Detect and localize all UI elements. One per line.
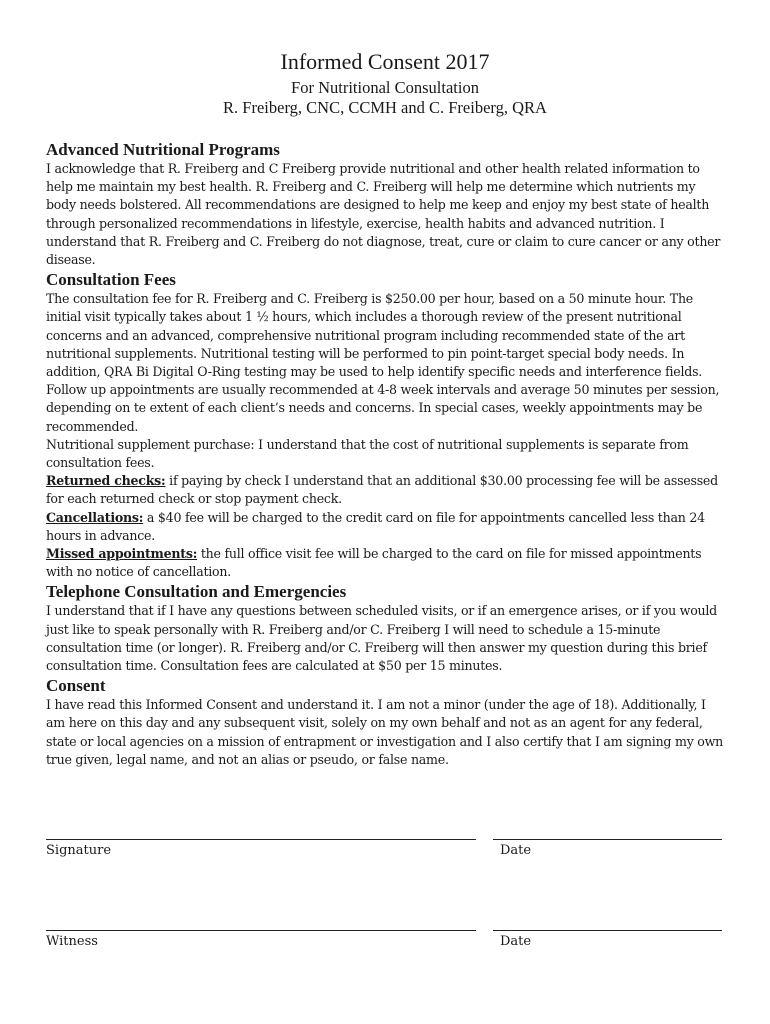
missed-appointments-label: Missed appointments:: [46, 546, 198, 562]
section-heading-telephone: Telephone Consultation and Emergencies: [46, 582, 347, 602]
signature-label: Signature: [46, 843, 112, 858]
section-heading-advanced: Advanced Nutritional Programs: [46, 140, 280, 159]
witness-line[interactable]: [46, 930, 476, 931]
returned-checks-text: if paying by check I understand that an additional $30.00 processing fee will be assessed for each returned check or stop payment check.: [46, 473, 718, 507]
witness-label: Witness: [46, 934, 98, 949]
signature-line[interactable]: [46, 839, 476, 840]
section-heading-fees: Consultation Fees: [46, 270, 176, 290]
section-heading-consent: Consent: [46, 676, 106, 696]
signature-date-line[interactable]: [493, 839, 722, 840]
page-title: Informed Consent 2017: [280, 49, 490, 74]
section-text-consent: I have read this Informed Consent and understand it. I am not a minor (under the age of 18). Additionally, I am here on this day and any subsequent visit, solely on my own behalf and not as an agent for any federal, state or local agencies on a mission of entrapment or investigation and I also certify that I am signing my own true given, legal name, and not an alias or pseudo, or false name.: [46, 697, 724, 767]
form-header: [0, 49, 770, 118]
supplements-paragraph: Nutritional supplement purchase: I understand that the cost of nutritional supplements is separate from consultation fees.: [46, 436, 689, 471]
witness-date-label: Date: [500, 934, 532, 949]
returned-checks-paragraph: [46, 472, 728, 508]
page-subtitle: For Nutritional Consultation: [291, 78, 479, 97]
missed-appointments-paragraph: [46, 545, 728, 581]
witness-date-line[interactable]: [493, 930, 722, 931]
section-text-advanced: I acknowledge that R. Freiberg and C Freiberg provide nutritional and other health related information to help me maintain my best health. R. Freiberg and C. Freiberg will help me determine which nutrients my body needs bolstered. All recommendations are designed to help me keep and enjoy my best state of health through personalized recommendations in lifestyle, exercise, health habits and advanced nutrition. I understand that R. Freiberg and C. Freiberg do not diagnose, treat, cure or claim to cure cancer or any other disease.: [46, 161, 721, 268]
returned-checks-label: Returned checks:: [46, 473, 166, 489]
cancellations-text: a $40 fee will be charged to the credit card on file for appointments cancelled less than 24 hours in advance.: [46, 509, 705, 543]
cancellations-paragraph: [46, 509, 728, 545]
cancellations-label: Cancellations:: [46, 509, 144, 525]
section-text-telephone: I understand that if I have any questions between scheduled visits, or if an emergence arises, or if you would just like to speak personally with R. Freiberg and/or C. Freiberg I will need to schedule a 15-minute consultation time (or longer). R. Freiberg and/or C. Freiberg will then answer my question during this brief consultation time. Consultation fees are calculated at $50 per 15 minutes.: [46, 603, 717, 674]
section-text-fees: The consultation fee for R. Freiberg and C. Freiberg is $250.00 per hour, based on a 50 minute hour. The initial visit typically takes about 1 ½ hours, which includes a thorough review of the present nutritional concerns and an advanced, comprehensive nutritional program including recommended state of the art nutritional supplements. Nutritional testing will be performed to pin point-target special body needs. In addition, QRA Bi Digital O-Ring testing may be used to help identify specific needs and interference fields. Follow up appointments are usually recommended at 4-8 week intervals and average 50 minutes per session, depending on te extent of each client’s needs and concerns. In special cases, weekly appointments may be recommended.: [46, 291, 720, 434]
missed-appointments-text: the full office visit fee will be charged to the card on file for missed appointments with no notice of cancellation.: [46, 546, 702, 580]
providers-line: R. Freiberg, CNC, CCMH and C. Freiberg, QRA: [223, 98, 547, 117]
signature-date-label: Date: [500, 843, 532, 858]
form-body: [46, 139, 728, 769]
